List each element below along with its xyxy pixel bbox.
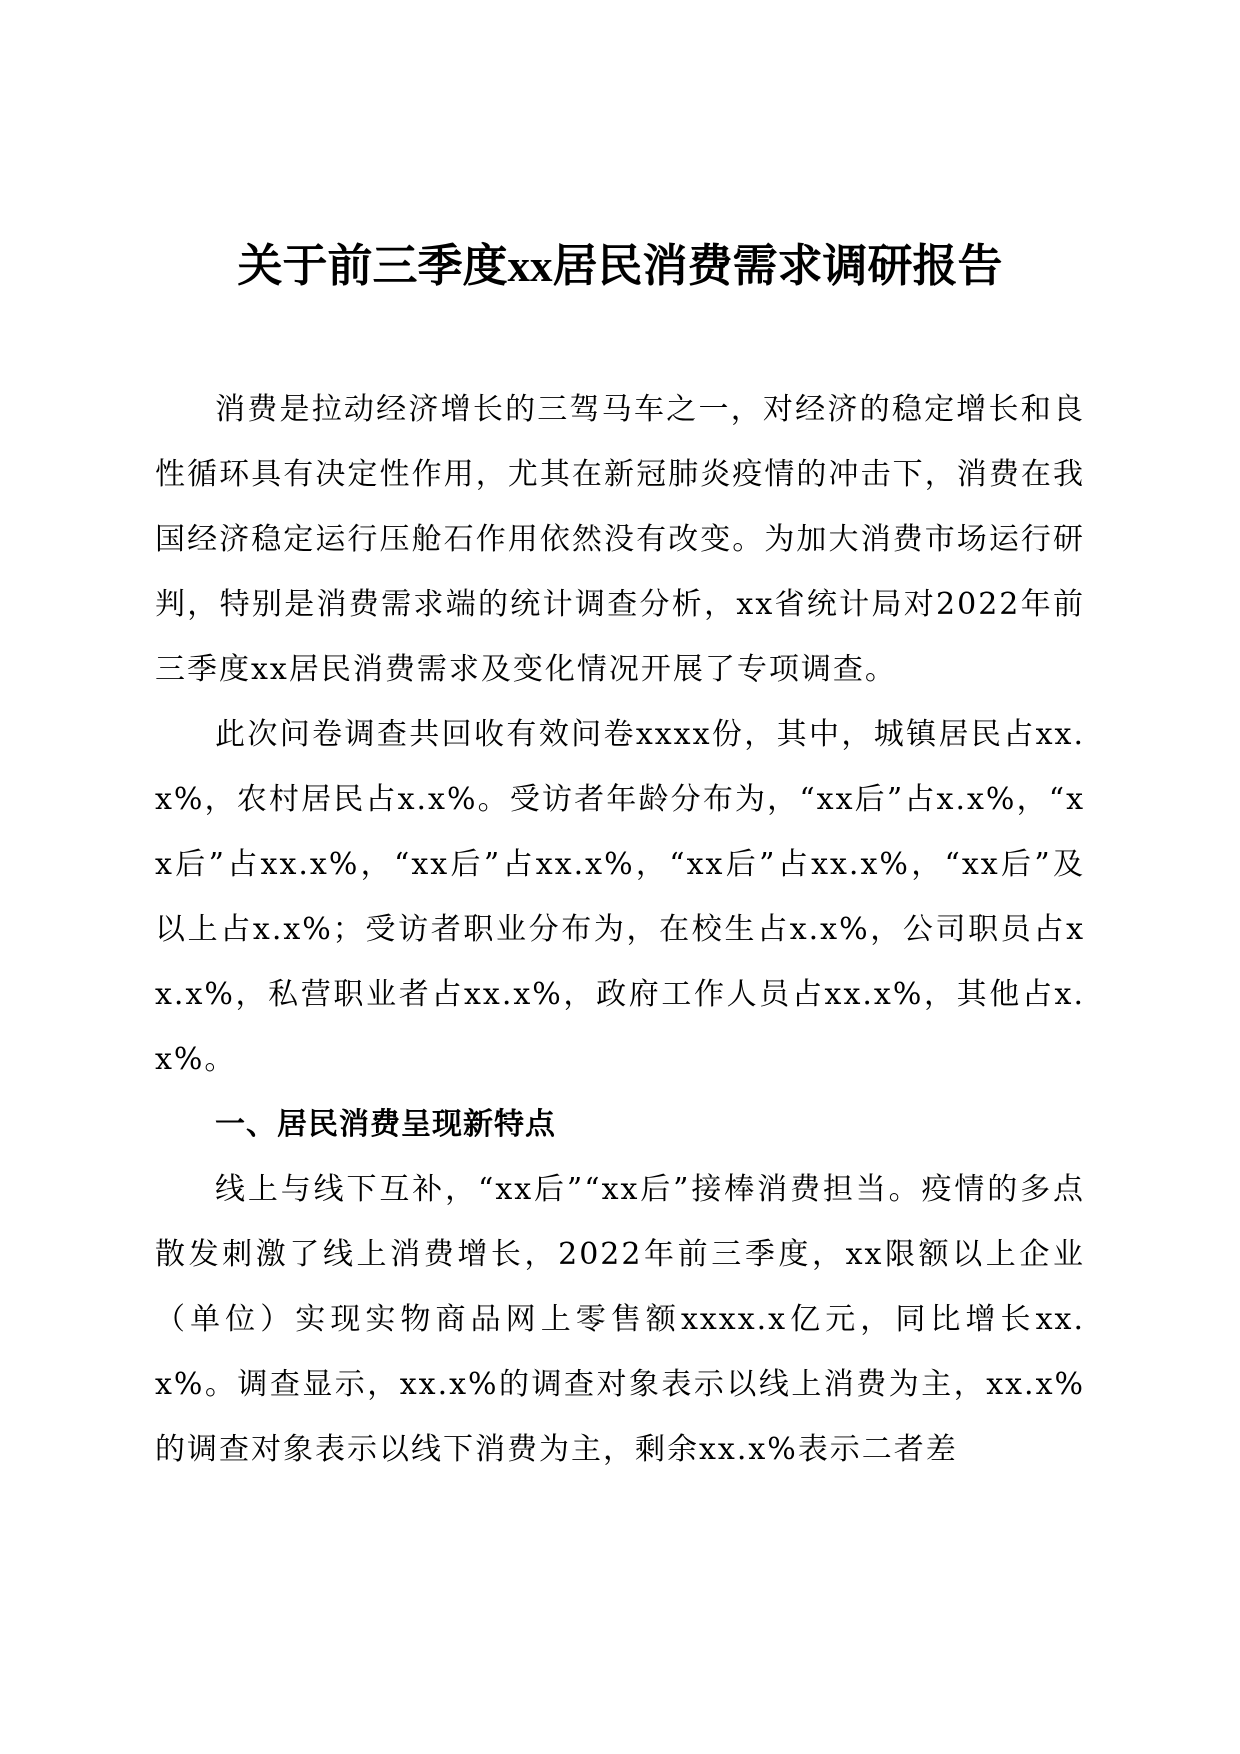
section-paragraph: 线上与线下互补，“xx后”“xx后”接棒消费担当。疫情的多点散发刺激了线上消费增长，2022年前三季度，xx限额以上企业（单位）实现实物商品网上零售额xxxx.x亿元，同比增长xx.x%。调查显示，xx.x%的调查对象表示以线上消费为主，xx.x%的调查对象表示以线下消费为主，剩余xx.x%表示二者差 (155, 1172, 1085, 1467)
document-body (155, 377, 1085, 1482)
section-heading: 一、居民消费呈现新特点 (215, 1107, 556, 1142)
survey-paragraph: 此次问卷调查共回收有效问卷xxxx份，其中，城镇居民占xx.x%，农村居民占x.x%。受访者年龄分布为，“xx后”占x.x%，“xx后”占xx.x%，“xx后”占xx.x%，“xx后”占xx.x%，“xx后”及以上占x.x%；受访者职业分布为，在校生占x.x%，公司职员占xx.x%，私营职业者占xx.x%，政府工作人员占xx.x%，其他占x.x%。 (155, 717, 1085, 1077)
intro-paragraph: 消费是拉动经济增长的三驾马车之一，对经济的稳定增长和良性循环具有决定性作用，尤其在新冠肺炎疫情的冲击下，消费在我国经济稳定运行压舱石作用依然没有改变。为加大消费市场运行研判，特别是消费需求端的统计调查分析，xx省统计局对2022年前三季度xx居民消费需求及变化情况开展了专项调查。 (155, 392, 1085, 687)
document-title: 关于前三季度xx居民消费需求调研报告 (237, 241, 1003, 291)
